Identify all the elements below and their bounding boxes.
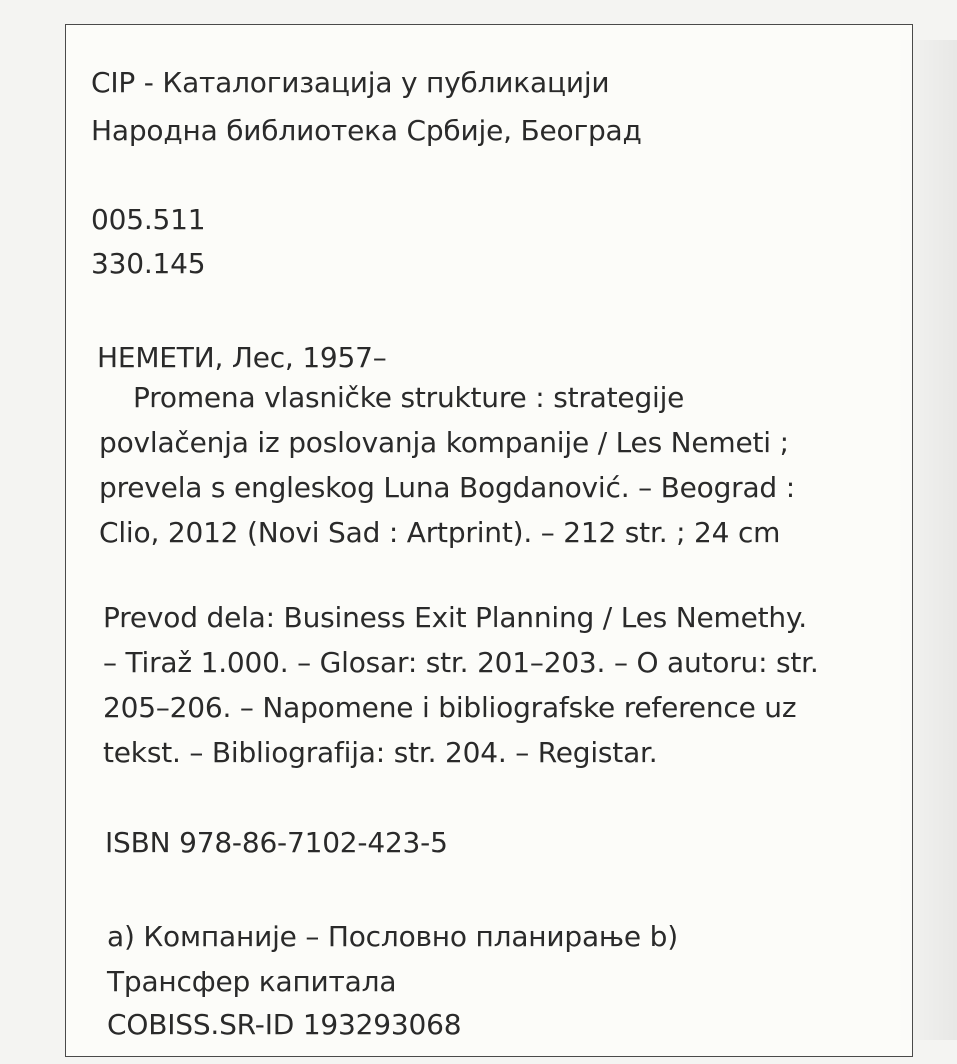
cip-header-line-1: CIP - Каталогизација у публикацији	[91, 66, 610, 99]
description-line-2: povlačenja iz poslovanja kompanije / Les Nemeti ;	[99, 426, 789, 459]
cip-record-box	[65, 24, 913, 1057]
notes-line-4: tekst. – Bibliografija: str. 204. – Registar.	[103, 736, 658, 769]
description-line-1: Promena vlasničke strukture : strategije	[133, 381, 685, 414]
subjects-line-1: a) Компаније – Пословно планирање b)	[107, 920, 678, 953]
author-heading: НЕМЕТИ, Лес, 1957–	[97, 341, 387, 374]
cip-header-line-2: Народна библиотека Србије, Београд	[91, 114, 642, 147]
isbn: ISBN 978-86-7102-423-5	[105, 826, 448, 859]
description-line-4: Clio, 2012 (Novi Sad : Artprint). – 212 str. ; 24 cm	[99, 516, 781, 549]
notes-line-2: – Tiraž 1.000. – Glosar: str. 201–203. – O autoru: str.	[103, 646, 819, 679]
udc-code-1: 005.511	[91, 203, 206, 236]
description-line-3: prevela s engleskog Luna Bogdanović. – Beograd :	[99, 471, 795, 504]
notes-line-1: Prevod dela: Business Exit Planning / Les Nemethy.	[103, 601, 808, 634]
udc-code-2: 330.145	[91, 247, 206, 280]
notes-line-3: 205–206. – Napomene i bibliografske reference uz	[103, 691, 797, 724]
cobiss-id: COBISS.SR-ID 193293068	[107, 1008, 462, 1041]
subjects-line-2: Трансфер капитала	[107, 965, 397, 998]
